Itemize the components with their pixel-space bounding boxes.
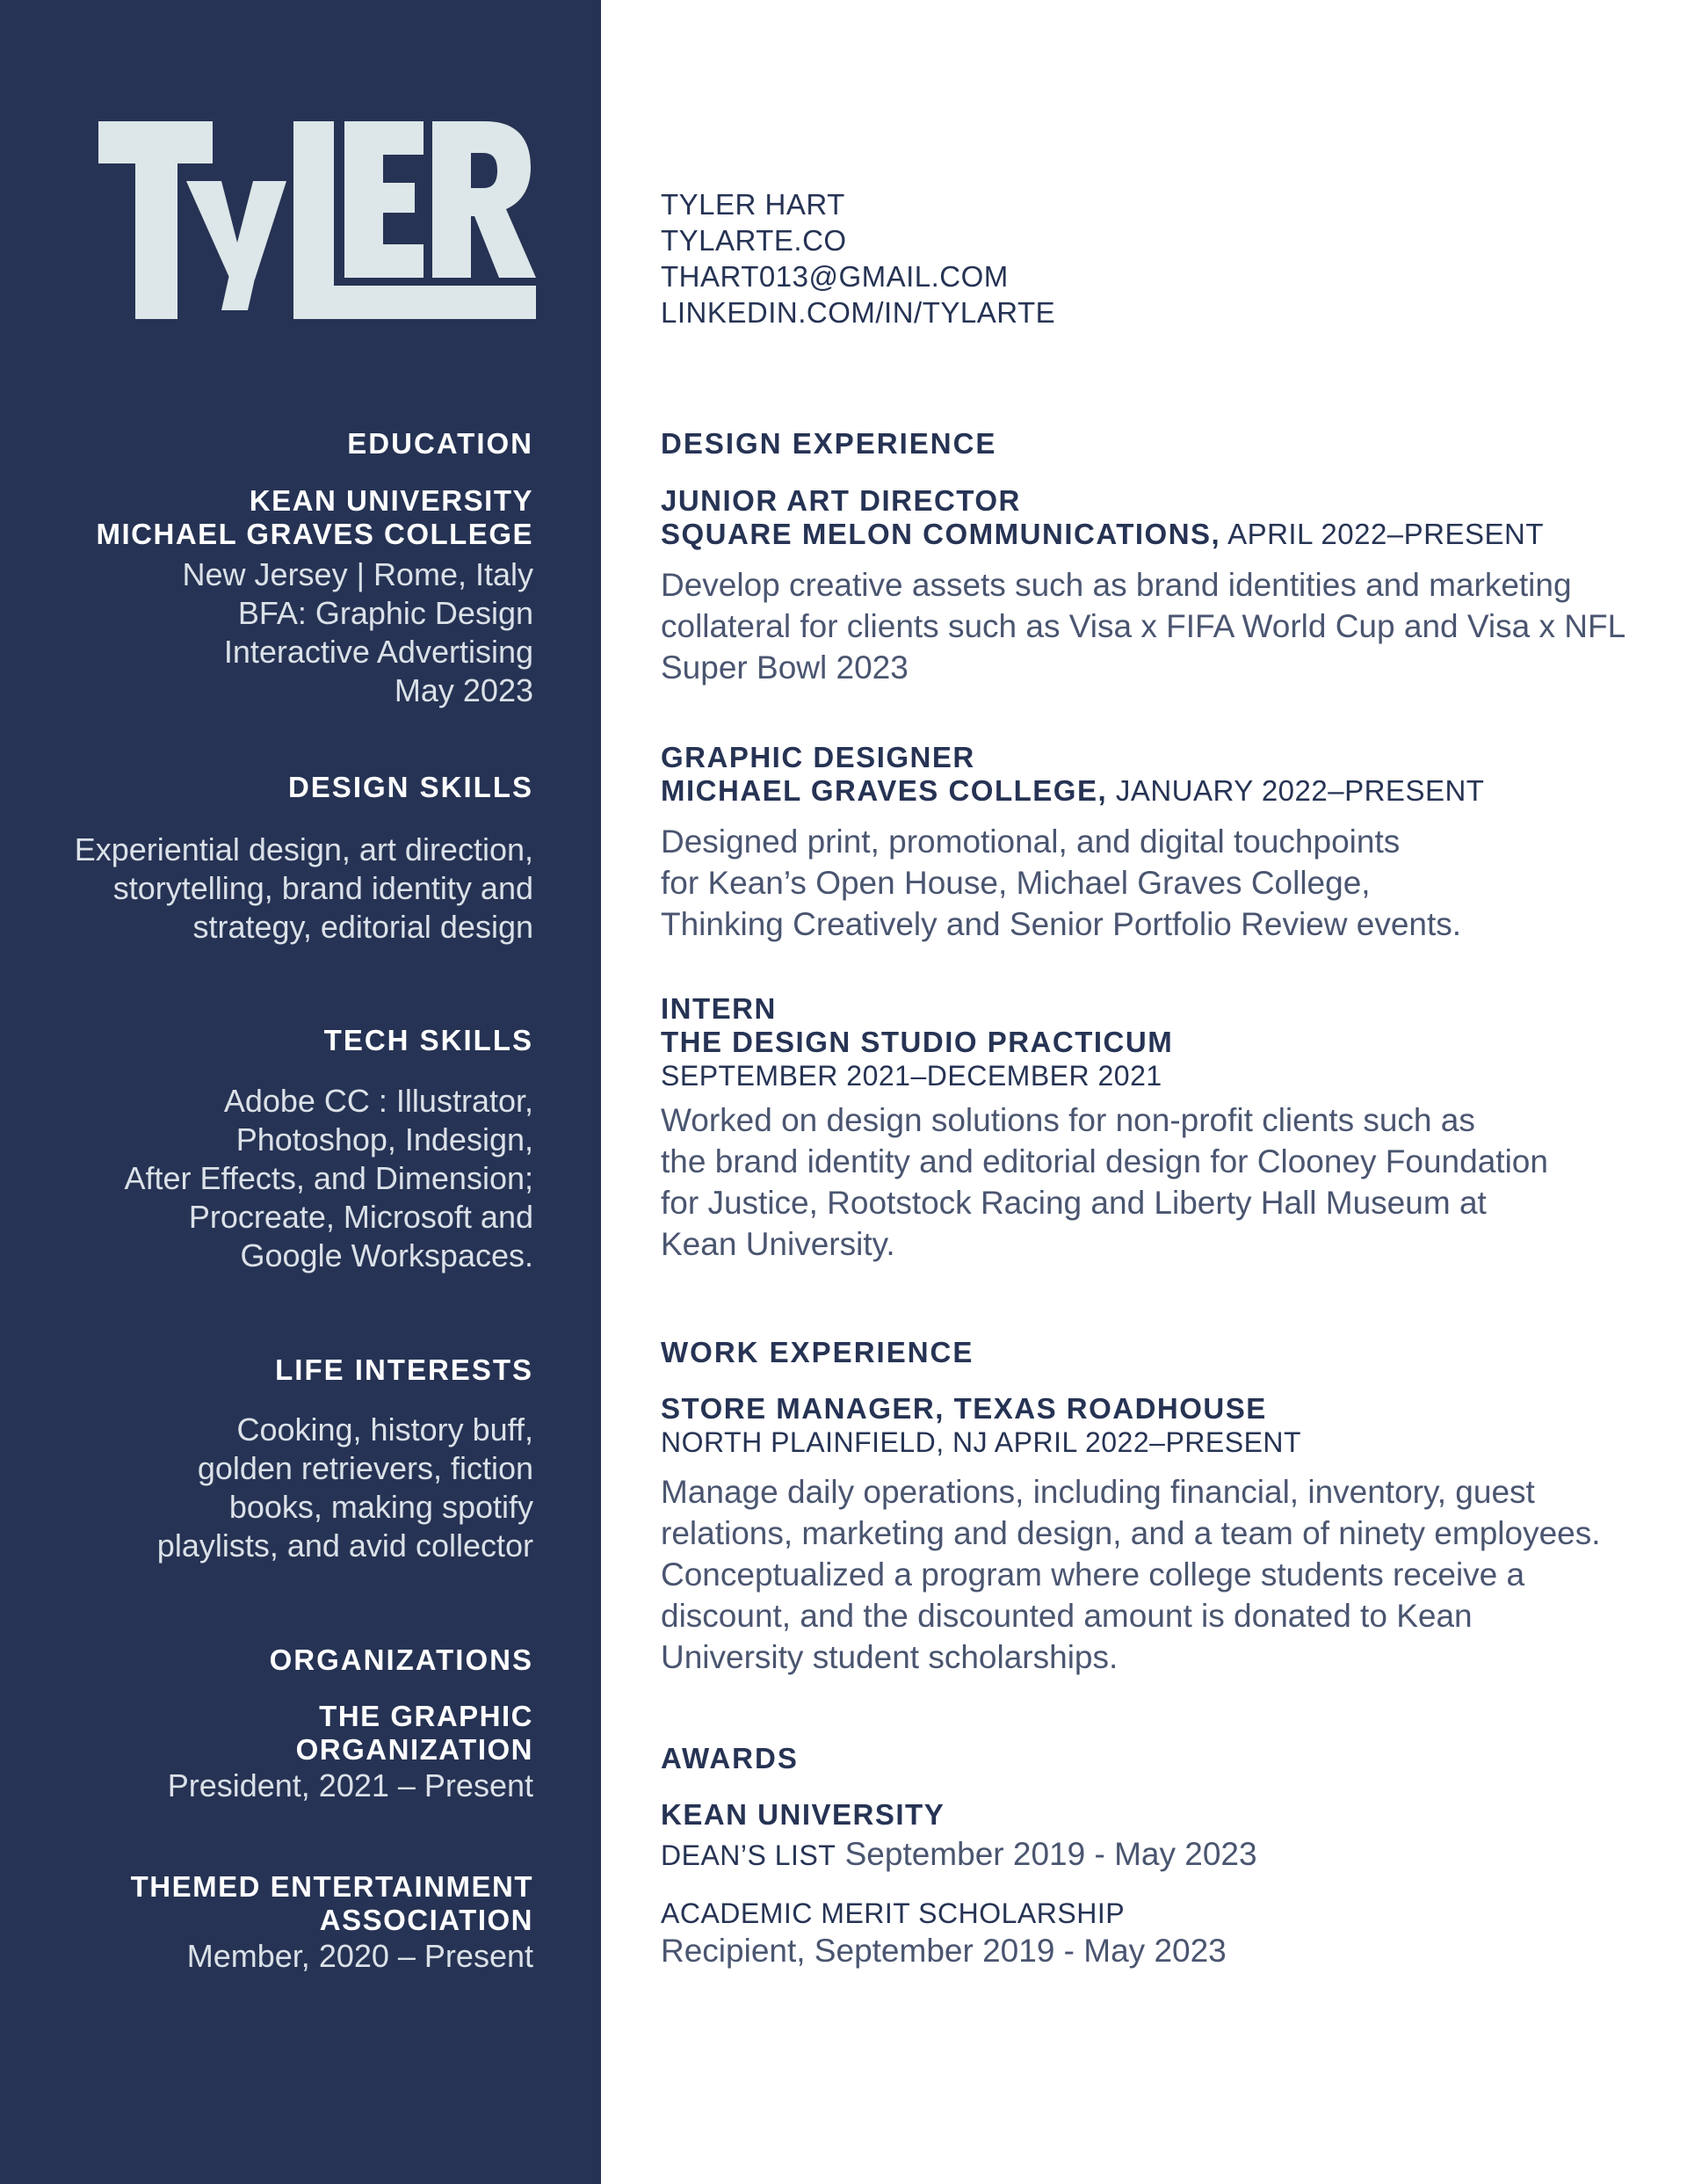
deans-list-label: DEAN’S LIST [661,1839,836,1871]
college-name: MICHAEL GRAVES COLLEGE [96,518,533,550]
work-job [661,1392,1627,1678]
education-line: New Jersey | Rome, Italy [182,556,533,592]
scholarship-detail: Recipient, September 2019 - May 2023 [661,1933,1227,1969]
contact-website[interactable]: TYLARTE.CO [661,224,847,257]
work-job-location-date: NORTH PLAINFIELD, NJ APRIL 2022–PRESENT [661,1426,1302,1458]
org2-name: THEMED ENTERTAINMENT [130,1870,533,1903]
design-skills-text [75,831,533,947]
work-description-line: Conceptualized a program where college students receive a [661,1556,1525,1593]
job-date: JANUARY 2022–PRESENT [1107,774,1485,807]
organization-1 [168,1700,533,1805]
job-date: APRIL 2022–PRESENT [1220,518,1545,550]
work-description-line: University student scholarships. [661,1639,1119,1675]
work-job-description [661,1471,1627,1678]
job-description-line: for Justice, Rootstock Racing and Liberty Hall Museum at [661,1185,1487,1221]
job-date: SEPTEMBER 2021–DECEMBER 2021 [661,1060,1162,1092]
organizations-section [270,1643,533,1677]
education-line: BFA: Graphic Design [237,595,533,631]
job-company: SQUARE MELON COMMUNICATIONS, [661,518,1221,550]
design-skills-line: strategy, editorial design [192,909,533,945]
life-interests-text [157,1411,533,1565]
job-description-line: collateral for clients such as Visa x FIFA World Cup and Visa x NFL [661,608,1626,644]
job-description-line: Worked on design solutions for non-profit clients such as [661,1102,1475,1138]
tech-skills-heading: TECH SKILLS [323,1024,533,1056]
tech-skills-line: Photoshop, Indesign, [235,1121,533,1157]
org1-role: President, 2021 – Present [167,1767,533,1803]
education-details [183,555,533,710]
education-line: May 2023 [394,672,533,708]
job-company: THE DESIGN STUDIO PRACTICUM [661,1026,1174,1058]
job-2 [661,741,1627,945]
job-description-line: Designed print, promotional, and digital touchpoints [661,824,1401,860]
job-description-line: the brand identity and editorial design for Clooney Foundation [661,1143,1548,1179]
contact-block [661,186,1055,330]
tech-skills-text [124,1082,533,1275]
design-experience-heading: DESIGN EXPERIENCE [661,427,997,460]
job-description [661,1099,1627,1265]
design-skills-heading: DESIGN SKILLS [287,771,533,803]
job-company-line [661,518,1627,551]
job-description [661,821,1627,945]
tech-skills-section [324,1024,533,1057]
tyler-logo [98,112,536,328]
job-description-line: for Kean’s Open House, Michael Graves College, [661,865,1371,901]
design-skills-section [288,771,533,804]
award-school: KEAN UNIVERSITY [661,1798,945,1831]
work-experience-section [661,1336,974,1369]
tech-skills-line: Procreate, Microsoft and [188,1199,533,1235]
school-name: KEAN UNIVERSITY [249,484,533,517]
job-title: INTERN [661,992,777,1025]
life-interests-line: playlists, and avid collector [156,1527,533,1564]
job-description-line: Kean University. [661,1226,895,1262]
job-description [661,564,1627,688]
job-description-line: Develop creative assets such as brand identities and marketing [661,567,1572,603]
work-description-line: discount, and the discounted amount is donated to Kean [661,1598,1473,1634]
scholarship-label: ACADEMIC MERIT SCHOLARSHIP [661,1897,1126,1929]
org2-role: Member, 2020 – Present [186,1938,533,1974]
job-title: GRAPHIC DESIGNER [661,741,975,773]
design-experience-section [661,427,996,461]
organization-2 [131,1870,533,1976]
work-experience-heading: WORK EXPERIENCE [661,1336,974,1368]
life-interests-section [275,1353,533,1387]
tech-skills-line: Adobe CC : Illustrator, [223,1083,533,1119]
deans-list-dates: September 2019 - May 2023 [836,1836,1257,1872]
contact-email[interactable]: THART013@GMAIL.COM [661,260,1009,293]
deans-list-line [661,1833,1627,1875]
job-title: JUNIOR ART DIRECTOR [661,484,1021,517]
awards-heading: AWARDS [661,1742,799,1774]
job-company-line [661,774,1627,808]
work-job-title: STORE MANAGER, TEXAS ROADHOUSE [661,1392,1267,1425]
education-section [347,427,533,461]
life-interests-line: Cooking, history buff, [236,1411,533,1448]
job-3 [661,992,1627,1265]
design-skills-line: storytelling, brand identity and [112,870,533,906]
tech-skills-line: Google Workspaces. [240,1237,533,1273]
education-line: Interactive Advertising [223,634,533,670]
life-interests-line: golden retrievers, fiction [197,1450,533,1486]
life-interests-heading: LIFE INTERESTS [275,1353,533,1386]
job-description-line: Thinking Creatively and Senior Portfolio Review events. [661,906,1462,942]
contact-name: TYLER HART [661,188,845,221]
awards-section [661,1742,799,1775]
award-kean [661,1798,1627,1875]
work-description-line: Manage daily operations, including financial, inventory, guest [661,1474,1535,1510]
job-1 [661,484,1627,688]
contact-linkedin[interactable]: LINKEDIN.COM/IN/TYLARTE [661,296,1056,329]
life-interests-line: books, making spotify [228,1489,533,1525]
work-description-line: relations, marketing and design, and a team of ninety employees. [661,1515,1601,1551]
education-heading: EDUCATION [347,427,533,460]
org1-name: ORGANIZATION [295,1733,533,1766]
design-skills-line: Experiential design, art direction, [74,831,533,867]
award-scholarship [661,1897,1627,1971]
org2-name: ASSOCIATION [319,1904,533,1936]
education-school [97,484,533,551]
job-description-line: Super Bowl 2023 [661,649,909,686]
org1-name: THE GRAPHIC [319,1700,533,1732]
tech-skills-line: After Effects, and Dimension; [124,1160,533,1196]
job-company: MICHAEL GRAVES COLLEGE, [661,774,1108,807]
organizations-heading: ORGANIZATIONS [269,1643,533,1676]
